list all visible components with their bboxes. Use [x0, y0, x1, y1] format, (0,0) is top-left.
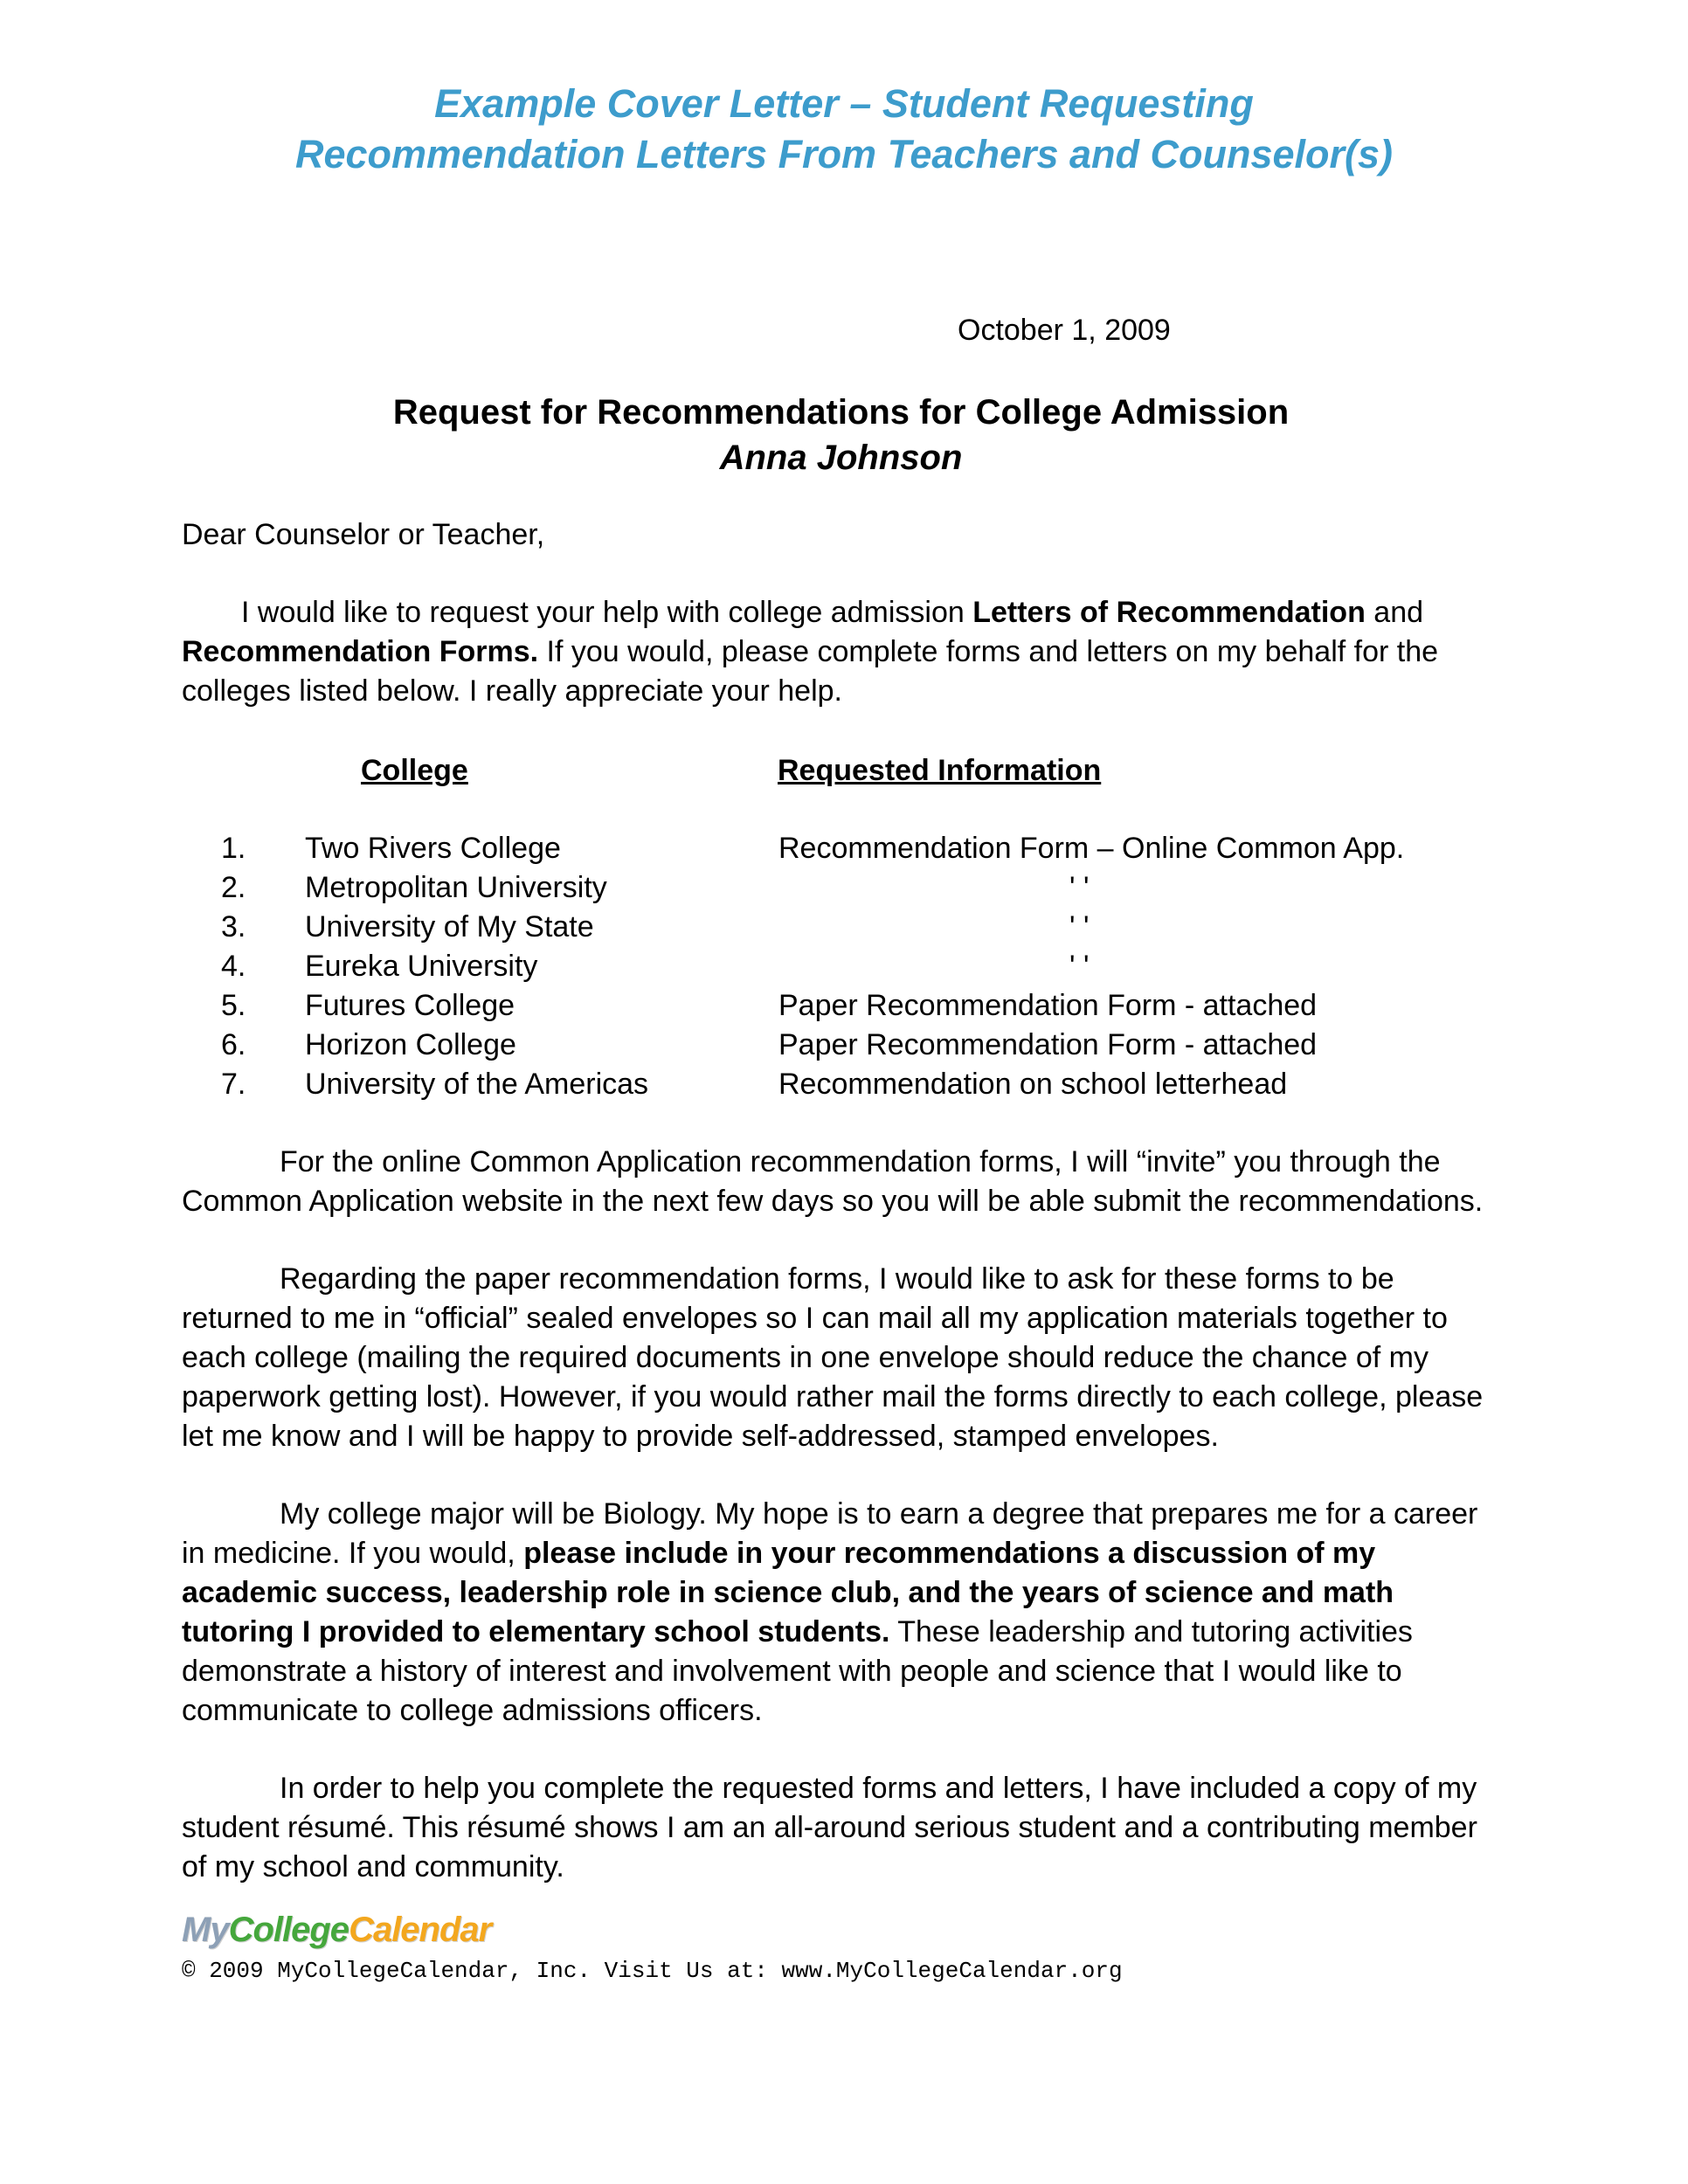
logo-part: College	[228, 1911, 349, 1949]
paragraph-paper-forms	[182, 1260, 1500, 1456]
logo-part: Calendar	[349, 1911, 492, 1949]
bold-text-run: Recommendation Forms.	[182, 635, 539, 668]
letter-date: October 1, 2009	[958, 314, 1171, 347]
table-row	[182, 986, 1500, 1026]
paragraph-common-app	[182, 1143, 1500, 1221]
requested-info: Paper Recommendation Form - attached	[778, 989, 1318, 1022]
requested-info: Recommendation on school letterhead	[778, 1068, 1288, 1101]
text-run: Regarding the paper recommendation forms, I would like to ask for these forms to be returned to me in “official” sealed envelopes so I can mail all my application materials together to each college (mailing the required documents in one envelope should reduce the chance of my paperwork getting lost). However, if you would rather mail the forms directly to each college, please let me know and I will be happy to provide self-addressed, stamped envelopes.	[182, 1262, 1484, 1453]
subject-line1: Request for Recommendations for College Admission	[392, 393, 1290, 432]
college-name: Futures College	[305, 989, 515, 1022]
subject-line2: Anna Johnson	[719, 439, 963, 477]
logo-part: My	[182, 1911, 229, 1949]
college-name: Horizon College	[305, 1028, 516, 1061]
text-run: My college major will be Biology. My hope is to earn a degree that prepares me for a career in medicine. If you would,	[182, 1497, 1478, 1570]
ditto-mark: ' '	[1069, 871, 1090, 904]
college-name: Metropolitan University	[305, 871, 607, 904]
row-number: 6.	[221, 1028, 246, 1061]
table-row	[182, 829, 1500, 868]
text-run: I would like to request your help with college admission	[241, 596, 973, 629]
table-row	[182, 947, 1500, 986]
row-number: 4.	[221, 950, 246, 983]
table-row	[182, 908, 1500, 947]
footer	[182, 1910, 1500, 1987]
text-run: These leadership and tutoring activities demonstrate a history of interest and involvement with people and science that I would like to communicate to college admissions officers.	[182, 1615, 1413, 1727]
college-column-header: College	[361, 754, 468, 787]
college-name: Two Rivers College	[305, 832, 561, 865]
row-number: 3.	[221, 910, 246, 943]
letter-body	[0, 311, 1688, 1987]
paragraph-college-major	[182, 1495, 1500, 1731]
paragraph-resume	[182, 1769, 1500, 1887]
ditto-mark: ' '	[1069, 950, 1090, 983]
college-name: Eureka University	[305, 950, 538, 983]
text-run: In order to help you complete the requested forms and letters, I have included a copy of my student résumé. This résumé shows I am an all-around serious student and a contributing member of my school and community.	[182, 1772, 1477, 1883]
requested-info: Recommendation Form – Online Common App.	[778, 832, 1405, 865]
bold-text-run: Letters of Recommendation	[972, 596, 1366, 629]
text-run: If you would, please complete forms and letters on my behalf for the colleges listed below. I really appreciate your help.	[182, 635, 1439, 708]
mycollegecalendar-logo	[182, 1910, 1500, 1950]
table-row	[182, 1026, 1500, 1065]
text-run: For the online Common Application recommendation forms, I will “invite” you through the Common Application website in the next few days so you will be able submit the recommendations.	[182, 1145, 1484, 1218]
row-number: 1.	[221, 832, 246, 865]
info-column-header: Requested Information	[778, 754, 1102, 787]
row-number: 5.	[221, 989, 246, 1022]
college-name: University of the Americas	[305, 1068, 649, 1101]
row-number: 2.	[221, 871, 246, 904]
requested-info: Paper Recommendation Form - attached	[778, 1028, 1318, 1061]
table-row	[182, 1065, 1500, 1104]
text-run: and	[1365, 596, 1424, 629]
letter-subject	[182, 390, 1500, 480]
paragraph-intro	[182, 593, 1500, 711]
college-table-rows	[182, 829, 1500, 1104]
college-name: University of My State	[305, 910, 594, 943]
doc-title	[0, 79, 1688, 180]
doc-title-line2: Recommendation Letters From Teachers and Counselor(s)	[294, 132, 1394, 176]
salutation: Dear Counselor or Teacher,	[182, 518, 545, 551]
doc-title-line1: Example Cover Letter – Student Requesting	[434, 81, 1254, 126]
college-table-header	[182, 751, 1500, 791]
copyright-line: © 2009 MyCollegeCalendar, Inc. Visit Us at: www.MyCollegeCalendar.org	[182, 1958, 1123, 1984]
table-row	[182, 868, 1500, 908]
bold-text-run: please include in your recommendations a discussion of my academic success, leadership role in science club, and the years of science and math tutoring I provided to elementary school students.	[182, 1537, 1394, 1648]
ditto-mark: ' '	[1069, 910, 1090, 943]
row-number: 7.	[221, 1068, 246, 1101]
